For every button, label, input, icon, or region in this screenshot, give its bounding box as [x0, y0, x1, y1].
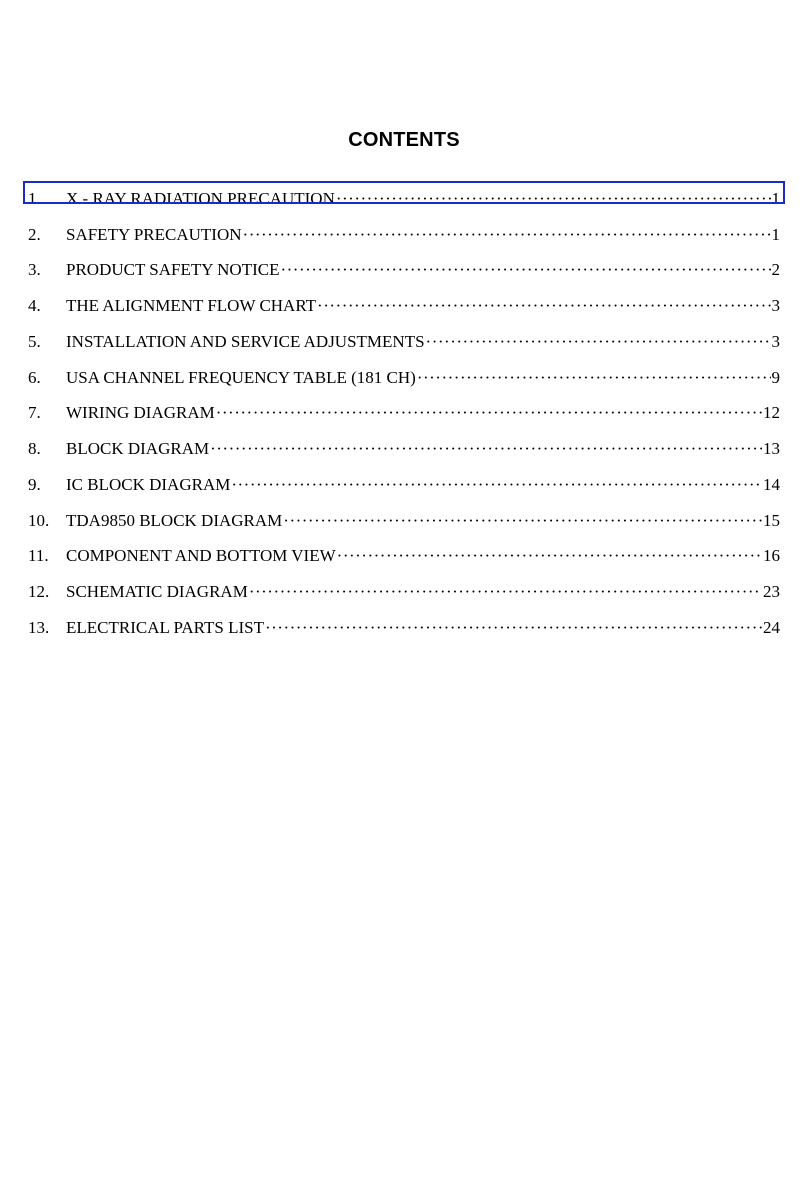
toc-entry[interactable]: [28, 503, 780, 539]
toc-entry-page: 3: [771, 331, 780, 351]
toc-entry-number: 9.: [28, 474, 41, 494]
toc-entry-number: 4.: [28, 296, 41, 316]
page-title: CONTENTS: [348, 129, 460, 151]
toc-leader-dots: [210, 439, 762, 459]
toc-entry-number: 12.: [28, 582, 50, 602]
toc-leader-dots: [337, 546, 762, 566]
toc-entry-label: USA CHANNEL FREQUENCY TABLE (181 CH): [66, 367, 416, 387]
toc-entry-label: INSTALLATION AND SERVICE ADJUSTMENTS: [66, 331, 425, 351]
toc-leader-dots: [283, 511, 762, 531]
toc-entry-page: 2: [771, 260, 780, 280]
toc-entry-number: 7.: [28, 403, 41, 423]
toc-entry-number: 8.: [28, 439, 41, 459]
toc-entry[interactable]: [28, 217, 780, 253]
toc-entry[interactable]: [28, 431, 780, 467]
toc-entry-label: TDA9850 BLOCK DIAGRAM: [66, 510, 283, 530]
toc-entry-label: COMPONENT AND BOTTOM VIEW: [66, 546, 336, 566]
toc-leader-dots: [317, 296, 770, 316]
toc-leader-dots: [216, 403, 762, 423]
toc-entry-label: ELECTRICAL PARTS LIST: [66, 617, 264, 637]
toc-leader-dots: [417, 368, 771, 388]
toc-entry-number: 1.: [28, 188, 41, 208]
toc-entry[interactable]: [28, 467, 780, 503]
toc-entry[interactable]: [28, 181, 780, 217]
toc-entry-number: 11.: [28, 546, 49, 566]
toc-entry-page: 1: [771, 224, 780, 244]
table-of-contents: [28, 181, 780, 646]
toc-entry[interactable]: [28, 360, 780, 396]
toc-entry-page: 23: [763, 582, 780, 602]
toc-entry-page: 15: [763, 510, 780, 530]
toc-entry-label: X - RAY RADIATION PRECAUTION: [66, 188, 335, 208]
toc-leader-dots: [249, 582, 762, 602]
toc-entry[interactable]: [28, 610, 780, 646]
toc-entry-number: 13.: [28, 617, 50, 637]
toc-leader-dots: [265, 618, 762, 638]
toc-entry-label: IC BLOCK DIAGRAM: [66, 474, 231, 494]
toc-entry[interactable]: [28, 539, 780, 575]
toc-entry-number: 6.: [28, 367, 41, 387]
toc-entry-label: SAFETY PRECAUTION: [66, 224, 242, 244]
toc-entry-label: WIRING DIAGRAM: [66, 403, 215, 423]
toc-leader-dots: [243, 225, 771, 245]
toc-entry-page: 9: [771, 367, 780, 387]
toc-entry-page: 24: [763, 617, 780, 637]
toc-entry-page: 12: [763, 403, 780, 423]
toc-entry-label: PRODUCT SAFETY NOTICE: [66, 260, 280, 280]
toc-entry-label: SCHEMATIC DIAGRAM: [66, 582, 248, 602]
toc-entry-page: 16: [763, 546, 780, 566]
toc-entry-page: 13: [763, 439, 780, 459]
toc-entry-label: THE ALIGNMENT FLOW CHART: [66, 296, 317, 316]
toc-leader-dots: [336, 189, 771, 209]
toc-entry[interactable]: [28, 288, 780, 324]
toc-entry[interactable]: [28, 253, 780, 289]
toc-entry-label: BLOCK DIAGRAM: [66, 439, 210, 459]
toc-entry-number: 10.: [28, 510, 50, 530]
toc-entry[interactable]: [28, 324, 780, 360]
toc-leader-dots: [231, 475, 762, 495]
toc-entry-page: 3: [771, 296, 780, 316]
toc-entry[interactable]: [28, 574, 780, 610]
toc-entry-number: 3.: [28, 260, 41, 280]
toc-entry-number: 2.: [28, 224, 41, 244]
toc-leader-dots: [426, 332, 771, 352]
toc-entry-page: 1: [771, 188, 780, 208]
toc-entry-page: 14: [763, 474, 780, 494]
toc-entry[interactable]: [28, 396, 780, 432]
toc-leader-dots: [280, 260, 770, 280]
toc-entry-number: 5.: [28, 331, 41, 351]
